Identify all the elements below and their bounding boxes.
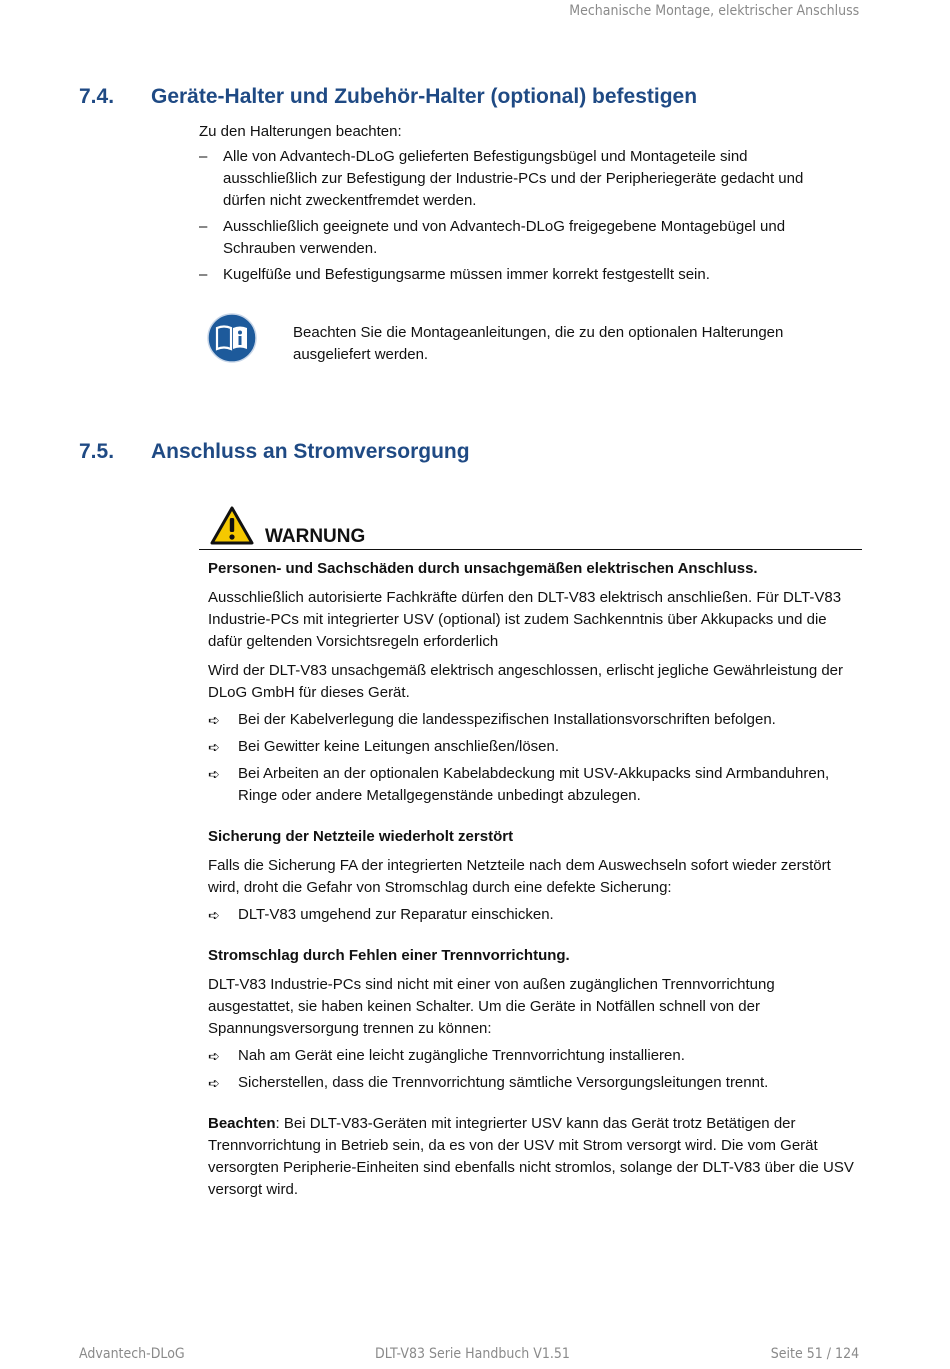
info-note: Beachten Sie die Montageanleitungen, die zu den optionalen Halterungen ausgeliefert werden. bbox=[293, 324, 784, 363]
warning-heading: Personen- und Sachschäden durch unsachgemäßen elektrischen Anschluss. bbox=[208, 560, 758, 577]
list-item bbox=[208, 763, 858, 807]
list-item-text: DLT-V83 umgehend zur Reparatur einschicken. bbox=[238, 906, 554, 923]
list-item-text: Ausschließlich geeignete und von Advantech-DLoG freigegebene Montagebügel und Schrauben verwenden. bbox=[223, 218, 786, 257]
list-item bbox=[199, 264, 839, 286]
list-item bbox=[208, 1045, 858, 1067]
subsection-text: DLT-V83 Industrie-PCs sind nicht mit einer von außen zugänglichen Trennvorrichtung ausgestattet, sie haben keinen Schalter. Um die Geräte in Notfällen schnell von der Spannungsversorgung trennen zu können: bbox=[208, 976, 775, 1037]
note-paragraph bbox=[208, 1113, 858, 1201]
section-number: 7.4. bbox=[79, 85, 115, 108]
section-body bbox=[199, 121, 839, 290]
warning-label: WARNUNG bbox=[265, 526, 366, 547]
subsection-title: Sicherung der Netzteile wiederholt zerstört bbox=[208, 828, 514, 845]
action-list bbox=[208, 904, 858, 926]
dash-list bbox=[199, 146, 839, 286]
list-item-text: Sicherstellen, dass die Trennvorrichtung sämtliche Versorgungsleitungen trennt. bbox=[238, 1074, 769, 1091]
list-item bbox=[208, 1072, 858, 1094]
intro-text: Zu den Halterungen beachten: bbox=[199, 123, 402, 140]
footer-page-number: Seite 51 / 124 bbox=[770, 1346, 859, 1362]
note-text: : Bei DLT-V83-Geräten mit integrierter USV kann das Gerät trotz Betätigen der Trennvorrichtung in Betrieb sein, da es von der USV mit Strom versorgt wird. Die vom Gerät versorgten Peripherie-Einheiten sind ebenfalls nicht stromlos, solange der DLT-V83 über die USV versorgt wird. bbox=[208, 1115, 854, 1198]
arrow-right-icon: ➪ bbox=[208, 739, 220, 755]
action-list bbox=[208, 709, 858, 807]
list-item bbox=[208, 709, 858, 731]
action-list bbox=[208, 1045, 858, 1094]
warning-paragraph: Ausschließlich autorisierte Fachkräfte dürfen den DLT-V83 elektrisch anschließen. Für DLT-V83 Industrie-PCs mit integrierter USV (optional) ist zudem Sachkenntnis über Akkupacks und die dafür geltenden Vorsichtsregeln erforderlich bbox=[208, 589, 842, 650]
dash-marker: – bbox=[199, 218, 208, 235]
arrow-right-icon: ➪ bbox=[208, 1075, 220, 1091]
list-item bbox=[199, 216, 839, 260]
list-item bbox=[208, 736, 858, 758]
arrow-right-icon: ➪ bbox=[208, 766, 220, 782]
running-header: Mechanische Montage, elektrischer Anschluss bbox=[568, 3, 859, 19]
list-item bbox=[208, 904, 858, 926]
dash-marker: – bbox=[199, 148, 208, 165]
warning-divider bbox=[199, 549, 862, 550]
list-item-text: Alle von Advantech-DLoG gelieferten Befestigungsbügel und Montageteile sind ausschließlich zur Befestigung der Industrie-PCs und der Peripheriegeräte gedacht und dürfen nicht zweckentfremdet werden. bbox=[223, 148, 804, 209]
footer-document-title: DLT-V83 Serie Handbuch V1.51 bbox=[375, 1346, 570, 1362]
footer-company: Advantech-DLoG bbox=[79, 1346, 185, 1362]
list-item bbox=[199, 146, 839, 212]
list-item-text: Nah am Gerät eine leicht zugängliche Trennvorrichtung installieren. bbox=[238, 1047, 685, 1064]
info-book-icon bbox=[207, 313, 257, 363]
dash-marker: – bbox=[199, 266, 208, 283]
note-label: Beachten bbox=[208, 1115, 276, 1132]
subsection-text: Falls die Sicherung FA der integrierten Netzteile nach dem Auswechseln sofort wieder zerstört wird, droht die Gefahr von Stromschlag durch eine defekte Sicherung: bbox=[208, 857, 831, 896]
subsection-title: Stromschlag durch Fehlen einer Trennvorrichtung. bbox=[208, 947, 570, 964]
arrow-right-icon: ➪ bbox=[208, 712, 220, 728]
list-item-text: Bei der Kabelverlegung die landesspezifischen Installationsvorschriften befolgen. bbox=[238, 711, 776, 728]
list-item-text: Bei Gewitter keine Leitungen anschließen/lösen. bbox=[238, 738, 560, 755]
list-item-text: Kugelfüße und Befestigungsarme müssen immer korrekt festgestellt sein. bbox=[223, 266, 710, 283]
warning-paragraph: Wird der DLT-V83 unsachgemäß elektrisch angeschlossen, erlischt jegliche Gewährleistung der DLoG GmbH für dieses Gerät. bbox=[208, 662, 844, 701]
warning-triangle-icon bbox=[210, 506, 254, 546]
warning-body bbox=[208, 558, 858, 1201]
list-item-text: Bei Arbeiten an der optionalen Kabelabdeckung mit USV-Akkupacks sind Armbanduhren, Ringe oder andere Metallgegenstände unbedingt abzulegen. bbox=[238, 765, 830, 804]
section-number: 7.5. bbox=[79, 440, 115, 463]
arrow-right-icon: ➪ bbox=[208, 907, 220, 923]
arrow-right-icon: ➪ bbox=[208, 1048, 220, 1064]
section-title: Geräte-Halter und Zubehör-Halter (optional) befestigen bbox=[151, 85, 698, 108]
section-title: Anschluss an Stromversorgung bbox=[151, 440, 470, 463]
